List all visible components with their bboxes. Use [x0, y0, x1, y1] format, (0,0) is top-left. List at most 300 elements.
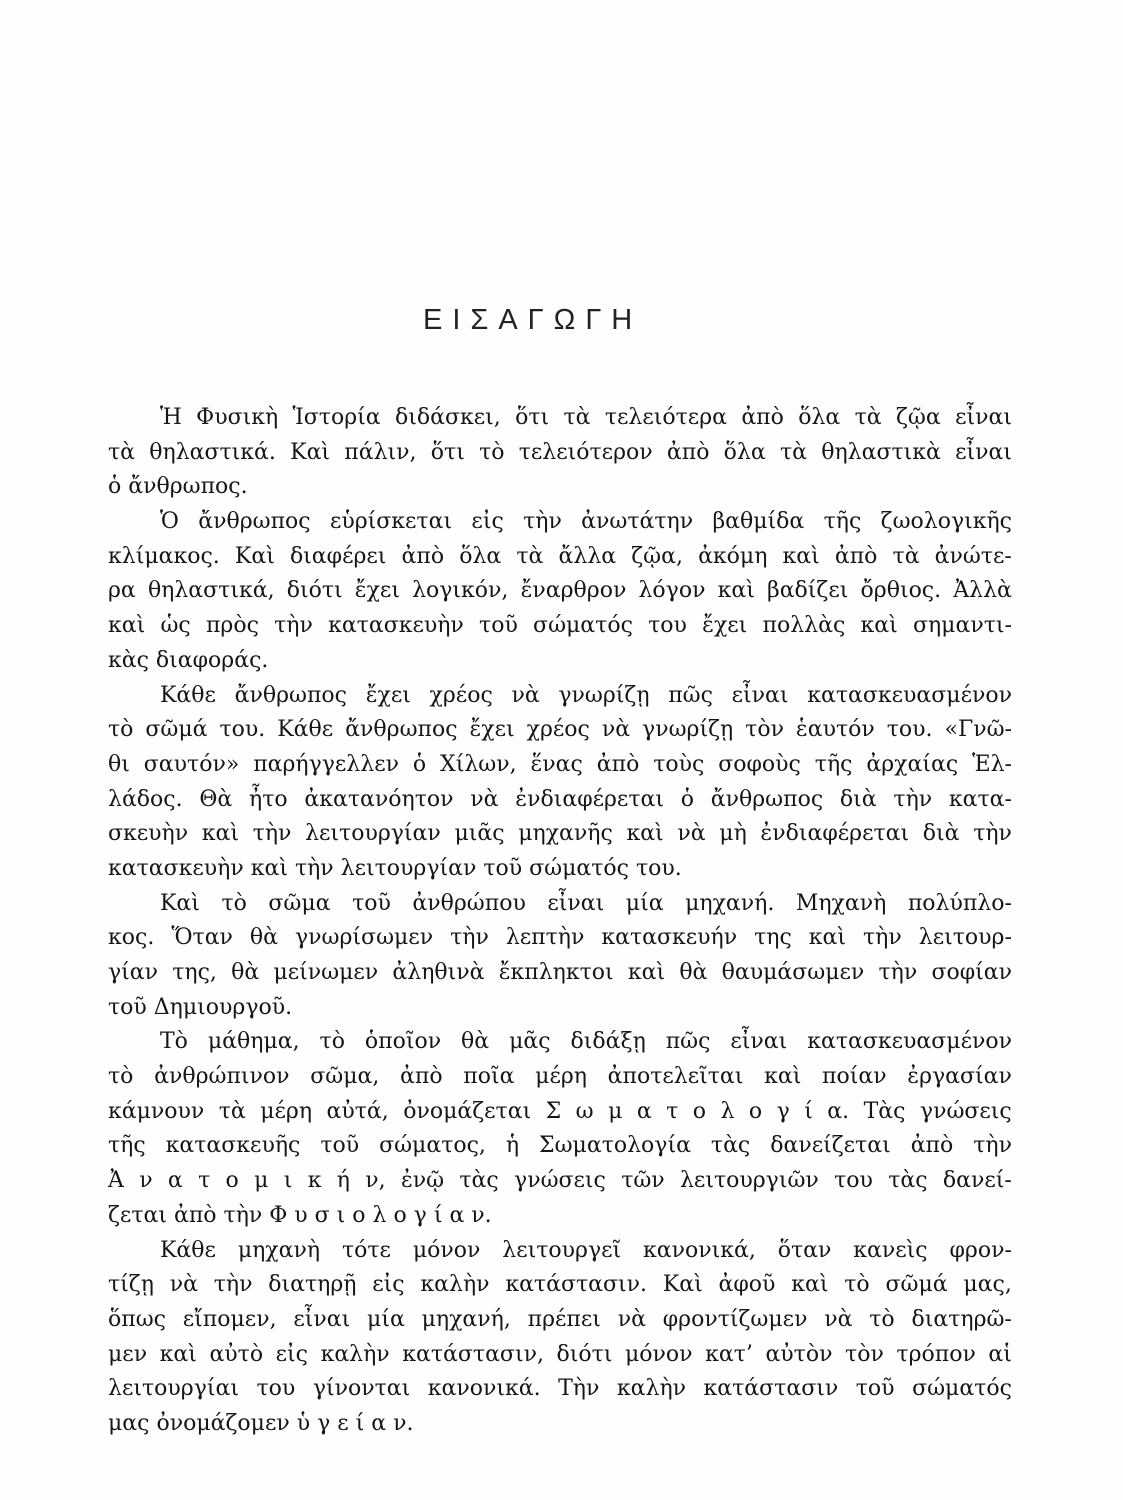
- word: ὅταν: [777, 1237, 832, 1263]
- word: ὅπως: [108, 1306, 166, 1332]
- word: σώματός: [912, 1376, 1012, 1402]
- word: θι: [108, 751, 130, 777]
- word: Χίλων,: [440, 751, 517, 777]
- word: σώματός: [533, 613, 633, 639]
- word: κανεὶς: [853, 1237, 928, 1263]
- word: εὑρίσκεται: [329, 509, 453, 535]
- word: Φυσικὴ: [196, 405, 279, 430]
- word: ἔχει: [365, 682, 411, 708]
- word: θὰ: [679, 960, 708, 985]
- word: κατασκευασμένον: [807, 682, 1012, 708]
- word: Σωματολογία: [539, 1133, 691, 1159]
- text-line: [108, 1338, 1012, 1373]
- word: ποῖα: [463, 1064, 515, 1090]
- word: γνωρίζῃ: [642, 717, 734, 743]
- text-line: μας ὀνομάζομεν ὑ γ ε ί α ν.: [108, 1410, 414, 1436]
- word: αἱ: [988, 1341, 1012, 1367]
- paragraph-6: [108, 1234, 1012, 1442]
- word: Θὰ: [199, 786, 233, 812]
- word: πρὸς: [205, 613, 259, 639]
- word: καὶ: [791, 1272, 829, 1298]
- word: κος.: [108, 925, 155, 951]
- word: ὅτι: [515, 405, 550, 430]
- word: ἔναρθρον: [520, 578, 627, 604]
- word: νὰ: [824, 1306, 853, 1332]
- word: ποίαν: [822, 1064, 887, 1090]
- word: ἀνθρώπου: [412, 890, 526, 916]
- word: αὐτά,: [326, 1098, 389, 1124]
- word: κατασκευὴν: [328, 613, 464, 639]
- word: καὶ: [782, 543, 820, 569]
- word: τὰ: [516, 543, 544, 569]
- word: τὸν: [845, 1341, 884, 1367]
- word: καὶ: [627, 960, 666, 985]
- word: λάδος.: [108, 786, 183, 812]
- word: τὴν: [973, 821, 1012, 847]
- word: ν: [139, 1168, 153, 1194]
- word: α: [167, 1168, 183, 1194]
- word: μόνον: [412, 1237, 481, 1263]
- word: ἀπὸ: [400, 1064, 443, 1090]
- word: ἀποτελεῖται: [607, 1064, 744, 1090]
- word: τὸ: [479, 439, 505, 465]
- word: κανονικά,: [643, 1237, 756, 1263]
- word: σῶμα: [268, 890, 331, 916]
- word: τὸ: [108, 717, 134, 743]
- word: ὅτι: [430, 439, 465, 465]
- word: τὸ: [869, 1306, 895, 1332]
- word: κατασκευήν: [601, 925, 738, 951]
- word: τῆς: [108, 1133, 146, 1159]
- word: ὀνομάζεται: [403, 1098, 532, 1124]
- word: ζῷα: [896, 405, 941, 430]
- word: ἔχει: [354, 578, 400, 604]
- word: τὴν: [863, 925, 902, 951]
- chapter-title: ΕΙΣΑΓΩΓΗ: [423, 304, 643, 336]
- text-line: [108, 609, 1012, 644]
- word: νὰ: [677, 821, 706, 847]
- word: ἀρχαίας: [866, 751, 959, 777]
- word: εἰς: [471, 509, 504, 535]
- word: μας,: [963, 1272, 1012, 1298]
- word: τελειότερα: [604, 405, 727, 430]
- word: φροντίζωμεν: [662, 1306, 808, 1332]
- word: ἀπὸ: [910, 1133, 954, 1159]
- word: λειτουργεῖ: [502, 1237, 622, 1263]
- word: σῶμά: [145, 717, 208, 743]
- text-line: [108, 505, 1012, 540]
- word: σαυτόν»: [143, 751, 240, 777]
- text-line: [108, 1303, 1012, 1338]
- word: διότι: [556, 1341, 613, 1367]
- word: μάθημα,: [207, 1029, 300, 1055]
- word: πολύπλο-: [907, 890, 1012, 916]
- word: γίαν: [108, 960, 159, 985]
- word: εἰς: [372, 1272, 405, 1298]
- text-line: [108, 1234, 1012, 1269]
- word: εἶναι: [955, 405, 1012, 430]
- word: νὰ: [169, 1272, 198, 1298]
- word: διδάξῃ: [570, 1029, 646, 1055]
- word: ἄλλα: [558, 543, 617, 569]
- word: κάμνουν: [108, 1098, 205, 1124]
- word: σκευὴν: [108, 821, 189, 847]
- word: διότι: [286, 578, 343, 604]
- word: της: [754, 925, 792, 951]
- word: μ: [608, 1098, 623, 1124]
- paragraph-4: [108, 887, 1012, 1026]
- word: ὄρθιος.: [860, 578, 942, 604]
- word: ο: [748, 1098, 763, 1124]
- word: Καὶ: [662, 1272, 703, 1298]
- text-line: [108, 921, 1012, 956]
- word: τὰ: [218, 1098, 246, 1124]
- word: γνωρίζῃ: [558, 682, 650, 708]
- word: εἶναι: [547, 890, 605, 916]
- word: ρα: [108, 578, 136, 604]
- word: Μηχανὴ: [795, 890, 887, 916]
- word: λειτουργιῶν: [679, 1168, 819, 1194]
- word: τὸν: [745, 717, 784, 743]
- text-line: [108, 783, 1012, 818]
- word: λόγον: [638, 578, 706, 604]
- word: δανείζεται: [770, 1133, 891, 1159]
- paragraph-1: [108, 401, 1012, 505]
- word: ι: [283, 1168, 293, 1194]
- word: θὰ: [461, 1029, 490, 1055]
- word: τοῦ: [855, 1376, 895, 1402]
- word: ἀκόμη: [698, 543, 768, 569]
- text-line: [108, 956, 1012, 991]
- word: τὰς: [459, 1168, 499, 1194]
- word: νὰ: [511, 682, 540, 708]
- text-line: τοῦ Δημιουργοῦ.: [108, 994, 293, 1020]
- text-line: [108, 1268, 1012, 1303]
- word: ἀπὸ: [401, 543, 445, 569]
- word: κατάστασιν.: [505, 1272, 648, 1298]
- word: ω: [575, 1098, 594, 1124]
- word: σοφοὺς: [718, 751, 801, 777]
- word: τίζῃ: [108, 1272, 154, 1298]
- word: ὡς: [160, 613, 191, 639]
- word: διαφέρει: [289, 543, 387, 569]
- word: ἔχει: [702, 613, 748, 639]
- word: τῆς: [823, 509, 862, 535]
- word: μηχανή,: [421, 1306, 511, 1332]
- word: τὴν: [893, 786, 933, 812]
- word: σώματος,: [379, 1133, 486, 1159]
- word: τὰ: [854, 405, 882, 430]
- word: λ: [720, 1098, 735, 1124]
- word: του: [648, 613, 687, 639]
- word: μὴ: [719, 821, 747, 847]
- word: τὸ: [319, 1029, 345, 1055]
- word: κατασκευῆς: [165, 1133, 301, 1159]
- word: ὁποῖον: [364, 1029, 442, 1055]
- word: Ὁ: [160, 509, 179, 535]
- word: τὸ: [844, 1272, 870, 1298]
- word: καὶ: [860, 613, 898, 639]
- word: αὐτὸ: [209, 1341, 264, 1367]
- word: τὴν: [878, 960, 918, 985]
- text-line: ζεται ἀπὸ τὴν Φ υ σ ι ο λ ο γ ί α ν.: [108, 1202, 492, 1228]
- word: δανεί-: [942, 1168, 1012, 1194]
- word: λειτουρ-: [918, 925, 1012, 951]
- word: Καὶ: [234, 543, 275, 569]
- word: τὰ: [779, 439, 807, 465]
- word: ὅλα: [798, 405, 841, 430]
- word: βαδίζει: [766, 578, 849, 604]
- word: μέρη: [260, 1098, 313, 1124]
- word: τοῦ: [352, 890, 391, 916]
- word: Καὶ: [290, 439, 331, 465]
- word: λογικόν,: [412, 578, 509, 604]
- word: χρέος: [526, 717, 590, 743]
- word: τὸ: [108, 1064, 134, 1090]
- word: ἀπὸ: [741, 405, 784, 430]
- body-text: [108, 401, 1012, 1442]
- word: τὰ: [563, 405, 591, 430]
- word: μ: [254, 1168, 269, 1194]
- text-line: κατασκευὴν καὶ τὴν λειτουργίαν τοῦ σώματός του.: [108, 855, 682, 881]
- word: κλίμακος.: [108, 543, 220, 569]
- word: του.: [886, 717, 933, 743]
- word: καὶ: [808, 925, 847, 951]
- word: μηχανῆς: [518, 821, 613, 847]
- word: κατάστασιν: [703, 1376, 839, 1402]
- text-line: [108, 817, 1012, 852]
- word: πολλὰς: [762, 613, 846, 639]
- word: σοφίαν: [931, 960, 1012, 985]
- word: εἰς: [275, 1341, 309, 1367]
- word: τὴν: [450, 925, 489, 951]
- word: πῶς: [665, 1029, 711, 1055]
- word: πάλιν,: [344, 439, 417, 465]
- word: κατάστασιν,: [402, 1341, 544, 1367]
- word: νὰ: [617, 1306, 646, 1332]
- word: αὐτὸν: [765, 1341, 833, 1367]
- word: Κάθε: [160, 682, 216, 708]
- word: ἀκατανόητον: [304, 786, 454, 812]
- word: χρέος: [429, 682, 493, 708]
- word: τὴν: [523, 509, 562, 535]
- word: πῶς: [668, 682, 713, 708]
- text-line: [108, 1095, 1012, 1130]
- word: μηχανὴ: [237, 1237, 321, 1263]
- word: γίνονται: [312, 1376, 411, 1402]
- word: καὶ: [201, 821, 239, 847]
- word: τὰ: [108, 439, 136, 465]
- text-line: [108, 1164, 1012, 1199]
- word: διατηρῇ: [268, 1272, 357, 1298]
- word: μία: [625, 890, 664, 916]
- word: καὶ: [717, 578, 755, 604]
- word: ἐνῷ: [400, 1168, 445, 1194]
- word: τοῦ: [479, 613, 518, 639]
- word: θηλαστικά.: [149, 439, 276, 465]
- word: κατ’: [705, 1341, 753, 1367]
- word: τὰ: [892, 543, 920, 569]
- word: νὰ: [601, 717, 631, 743]
- word: Ἑλ-: [972, 751, 1012, 777]
- word: ἑαυτόν: [795, 717, 875, 743]
- word: Ἀλλὰ: [953, 578, 1012, 604]
- word: του.: [219, 717, 266, 743]
- text-line: [108, 540, 1012, 575]
- word: γνωρίσωμεν: [295, 925, 434, 951]
- word: διδάσκει,: [394, 405, 501, 430]
- word: ζῷα,: [631, 543, 683, 569]
- word: α: [636, 1098, 652, 1124]
- word: εἶναι: [730, 1029, 788, 1055]
- word: τὴν: [213, 1272, 253, 1298]
- word: κατασκευασμένον: [807, 1029, 1012, 1055]
- word: τὴν: [973, 1133, 1012, 1159]
- word: ἀφοῦ: [718, 1272, 776, 1298]
- word: εἶναι: [731, 682, 789, 708]
- word: ἔχει: [469, 717, 515, 743]
- word: Σ: [545, 1098, 562, 1124]
- word: κανονικά.: [427, 1376, 541, 1402]
- paragraph-5: [108, 1025, 1012, 1233]
- word: Τὸ: [160, 1029, 188, 1055]
- word: μία: [367, 1306, 405, 1332]
- text-line: [108, 679, 1012, 714]
- word: θὰ: [231, 960, 260, 985]
- word: νὰ: [470, 786, 499, 812]
- word: τὸ: [221, 890, 247, 916]
- word: ἐργασίαν: [907, 1064, 1012, 1090]
- word: ἐνδιαφέρεται: [760, 821, 910, 847]
- word: Καὶ: [160, 890, 200, 916]
- text-line: ὁ ἄνθρωπος.: [108, 474, 248, 500]
- word: παρήγγελλεν: [253, 751, 399, 777]
- text-line: [108, 436, 1012, 471]
- word: τὰς: [710, 1133, 751, 1159]
- word: ἀπὸ: [596, 751, 640, 777]
- word: πρέπει: [527, 1306, 601, 1332]
- word: καλὴν: [320, 1341, 390, 1367]
- word: Ὅταν: [171, 925, 233, 951]
- word: κατα-: [948, 786, 1012, 812]
- word: σῶμα,: [310, 1064, 380, 1090]
- word: γνώσεις: [514, 1168, 606, 1194]
- word: διὰ: [922, 821, 960, 847]
- word: διατηρῶ-: [911, 1306, 1012, 1332]
- word: διὰ: [839, 786, 877, 812]
- word: Τὰς: [863, 1098, 906, 1124]
- word: ἀνώτε-: [934, 543, 1012, 569]
- word: τρόπον: [896, 1341, 976, 1367]
- word: ο: [225, 1168, 239, 1194]
- word: θηλαστικά,: [147, 578, 275, 604]
- text-line: [108, 1372, 1012, 1407]
- word: καὶ: [626, 821, 664, 847]
- word: τὰς: [888, 1168, 928, 1194]
- word: τὴν: [252, 821, 292, 847]
- word: τοὺς: [653, 751, 705, 777]
- word: εἶναι: [293, 1306, 351, 1332]
- word: καὶ: [159, 1341, 197, 1367]
- word: ἐνδιαφέρεται: [515, 786, 664, 812]
- word: τότε: [341, 1237, 391, 1263]
- word: ν,: [365, 1168, 386, 1194]
- paragraph-2: [108, 505, 1012, 678]
- word: βαθμίδα: [712, 509, 805, 535]
- word: ἡ: [505, 1133, 520, 1159]
- paragraph-3: [108, 679, 1012, 887]
- word: μιᾶς: [454, 821, 505, 847]
- word: ὅλα: [459, 543, 502, 569]
- word: ὁ: [412, 751, 427, 777]
- word: εἴπομεν,: [182, 1306, 277, 1332]
- word: ὅλα: [723, 439, 766, 465]
- word: ἀνθρώπινον: [154, 1064, 290, 1090]
- word: ἄνθρωπος: [345, 717, 458, 743]
- text-line: [108, 1060, 1012, 1095]
- text-line: [108, 748, 1012, 783]
- word: Κάθε: [277, 717, 334, 743]
- word: λειτουργίαι: [108, 1376, 239, 1402]
- word: μᾶς: [509, 1029, 551, 1055]
- word: τῶν: [621, 1168, 665, 1194]
- text-line: [108, 1025, 1012, 1060]
- word: λεπτὴν: [505, 925, 585, 951]
- word: ἔκπληκτοι: [498, 960, 614, 985]
- word: ἀληθινὰ: [392, 960, 485, 985]
- word: Κάθε: [160, 1237, 216, 1263]
- word: τ: [666, 1098, 679, 1124]
- word: μέρη: [535, 1064, 587, 1090]
- word: Τὴν: [558, 1376, 600, 1402]
- word: λειτουργίαν: [305, 821, 441, 847]
- word: σημαντι-: [912, 613, 1012, 639]
- text-line: [108, 887, 1012, 922]
- text-line: [108, 574, 1012, 609]
- word: ἕνας: [530, 751, 583, 777]
- word: θηλαστικὰ: [821, 439, 941, 465]
- word: ὁ: [680, 786, 694, 812]
- word: μόνον: [625, 1341, 693, 1367]
- word: ἄνθρωπος: [710, 786, 824, 812]
- word: τ: [198, 1168, 211, 1194]
- word: του: [834, 1168, 873, 1194]
- word: ζωολογικῆς: [880, 509, 1012, 535]
- word: θαυμάσωμεν: [721, 960, 865, 985]
- word: καλὴν: [616, 1376, 686, 1402]
- word: θὰ: [249, 925, 279, 951]
- word: κ: [307, 1168, 322, 1194]
- word: ἦτο: [249, 786, 288, 812]
- word: ο: [692, 1098, 707, 1124]
- word: ἄνθρωπος: [234, 682, 347, 708]
- word: εἶναι: [955, 439, 1012, 465]
- word: α.: [827, 1098, 850, 1124]
- text-line: [108, 1129, 1012, 1164]
- word: τῆς: [814, 751, 853, 777]
- word: μεν: [108, 1341, 148, 1367]
- word: τοῦ: [320, 1133, 360, 1159]
- text-line: [108, 713, 1012, 748]
- word: φρον-: [949, 1237, 1012, 1263]
- word: καὶ: [764, 1064, 802, 1090]
- word: γ: [776, 1098, 790, 1124]
- word: γνώσεις: [919, 1098, 1012, 1124]
- word: ἄνθρωπος: [198, 509, 311, 535]
- word: τελειότερον: [518, 439, 653, 465]
- word: Ἡ: [160, 405, 182, 430]
- word: μείνωμεν: [273, 960, 379, 985]
